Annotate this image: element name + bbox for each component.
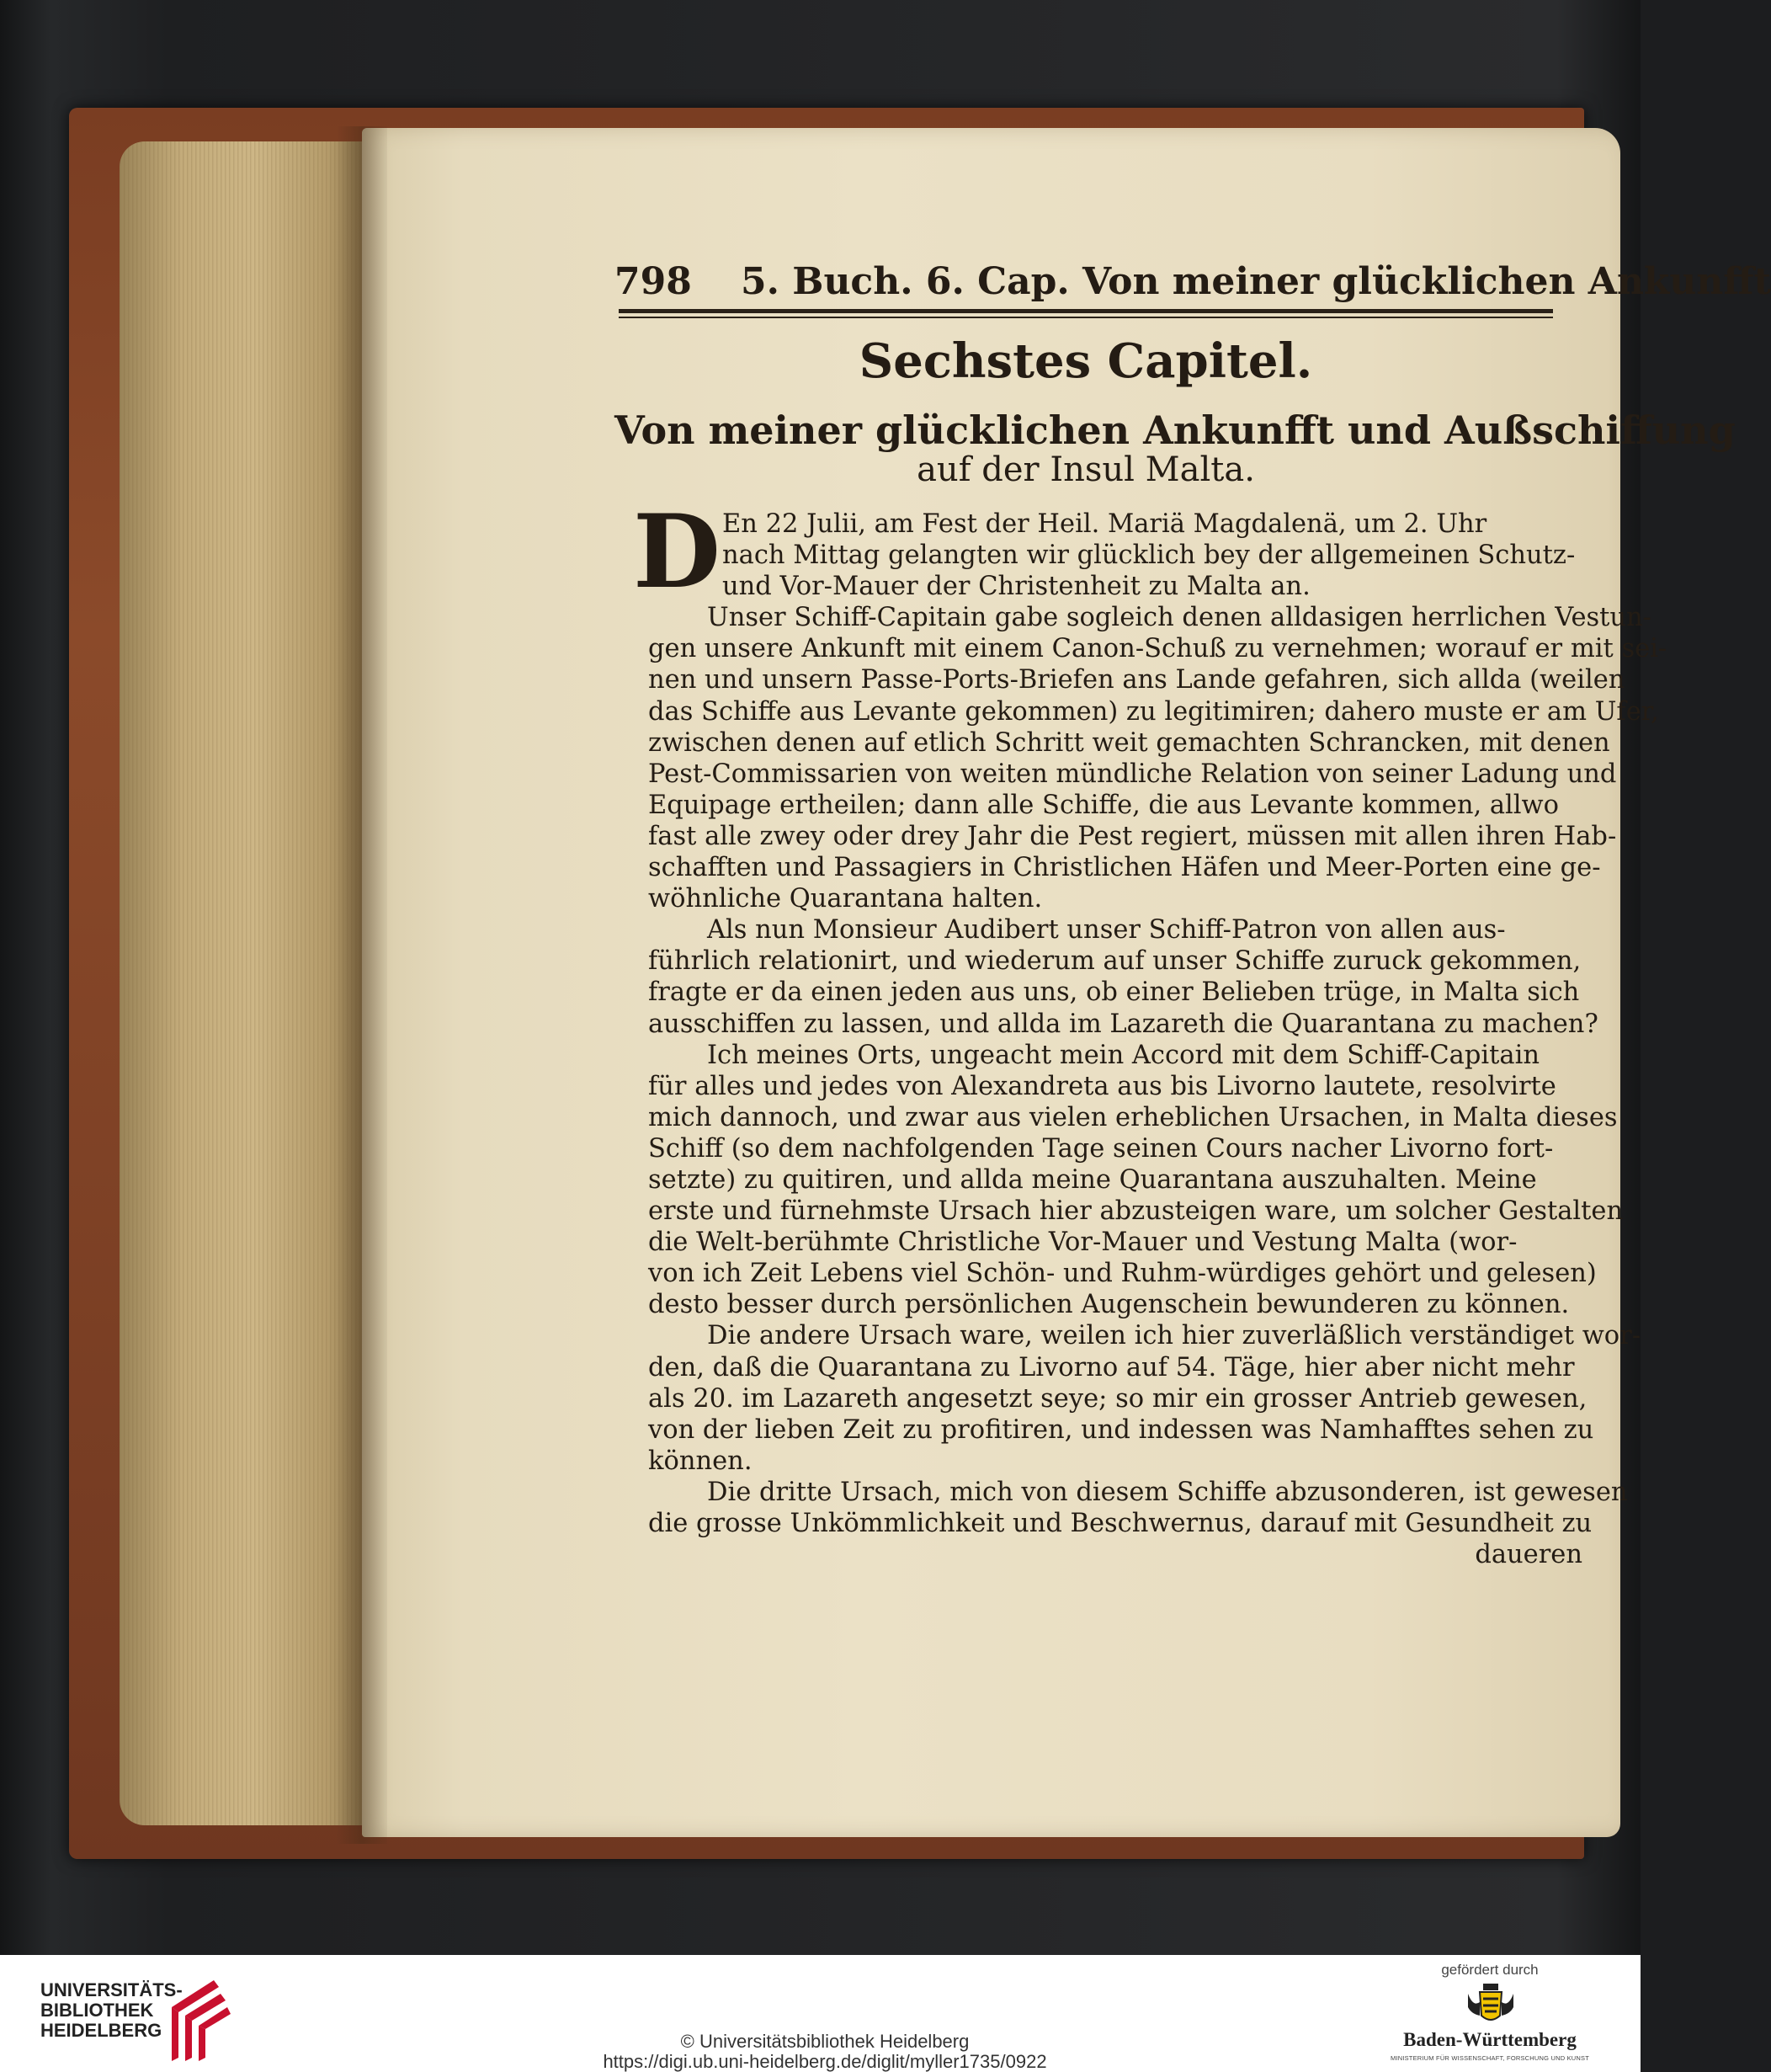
header-rule-thin — [619, 317, 1553, 318]
text-line: erste und fürnehmste Ursach hier abzusteigen ware, um solcher Gestalten — [648, 1196, 1624, 1227]
text-line: gen unsere Ankunft mit einem Canon-Schuß zu vernehmen; worauf er mit sei- — [648, 634, 1667, 664]
text-line: schafften und Passagiers in Christlichen Häfen und Meer-Porten eine ge- — [648, 853, 1601, 883]
body-text — [648, 509, 1667, 1570]
sponsor-ministry: MINISTERIUM FÜR WISSENSCHAFT, FORSCHUNG UND KUNST — [1390, 2054, 1590, 2062]
chapter-subtitle-line1: Von meiner glücklichen Ankunfft und Außschiffung — [614, 407, 1736, 453]
text-line: ausschiffen zu lassen, und allda im Lazareth die Quarantana zu machen? — [648, 1009, 1598, 1039]
sponsor-name: Baden-Württemberg — [1403, 2029, 1577, 2050]
library-logo-text — [40, 1980, 183, 2041]
text-line: nach Mittag gelangten wir glücklich bey der allgemeinen Schutz- — [722, 541, 1576, 571]
drop-cap-initial: D — [633, 493, 721, 611]
text-line: können. — [648, 1446, 753, 1476]
text-line: desto besser durch persönlichen Augenschein bewunderen zu können. — [648, 1290, 1570, 1320]
state-crest-icon — [1465, 1982, 1517, 2027]
text-line: die grosse Unkömmlichkeit und Beschwernus, darauf mit Gesundheit zu — [648, 1509, 1593, 1538]
library-name-line: BIBLIOTHEK — [40, 2000, 154, 2021]
text-line: für alles und jedes von Alexandreta aus bis Livorno lautete, resolvirte — [648, 1071, 1556, 1101]
text-line: Ich meines Orts, ungeacht mein Accord mit dem Schiff-Capitain — [707, 1040, 1540, 1070]
text-line: und Vor-Mauer der Christenheit zu Malta an. — [722, 572, 1311, 602]
chapter-title: Sechstes Capitel. — [859, 333, 1313, 389]
text-line: Als nun Monsieur Audibert unser Schiff-Patron von allen aus- — [707, 915, 1506, 945]
page-number: 798 — [614, 260, 692, 303]
sponsor-label: gefördert durch — [1441, 1962, 1539, 1978]
copyright-text: © Universitätsbibliothek Heidelberg — [680, 2031, 970, 2052]
text-line: Die dritte Ursach, mich von diesem Schiffe abzusonderen, ist gewesen — [707, 1477, 1628, 1507]
catchword: daueren — [1475, 1540, 1582, 1570]
library-name-line: UNIVERSITÄTS- — [40, 1979, 183, 2000]
text-line: Unser Schiff-Capitain gabe sogleich denen alldasigen herrlichen Vestun- — [707, 603, 1651, 633]
page-block-edge — [120, 141, 364, 1825]
text-line: Die andere Ursach ware, weilen ich hier zuverläßlich verständiget wor- — [707, 1321, 1641, 1351]
permalink-link[interactable]: https://digi.ub.uni-heidelberg.de/diglit/myller1735/0922 — [603, 2051, 1047, 2072]
viewer-footer — [0, 1955, 1641, 2072]
library-logo-icon — [165, 1973, 234, 2064]
text-line: Equipage ertheilen; dann alle Schiffe, die aus Levante kommen, allwo — [648, 790, 1560, 820]
text-line: fast alle zwey oder drey Jahr die Pest regiert, müssen mit allen ihren Hab- — [648, 821, 1617, 851]
text-line: fragte er da einen jeden aus uns, ob einer Belieben trüge, in Malta sich — [648, 977, 1580, 1008]
text-line: den, daß die Quarantana zu Livorno auf 54. Täge, hier aber nicht mehr — [648, 1352, 1575, 1382]
text-line: nen und unsern Passe-Ports-Briefen ans Lande gefahren, sich allda (weilen — [648, 665, 1625, 695]
text-line: die Welt-berühmte Christliche Vor-Mauer und Vestung Malta (wor- — [648, 1228, 1518, 1258]
running-head — [614, 253, 1771, 312]
running-head-title: 5. Buch. 6. Cap. Von meiner glücklichen Ankunfft — [741, 260, 1771, 303]
text-line: zwischen denen auf etlich Schritt weit gemachten Schrancken, mit denen — [648, 727, 1610, 758]
gutter-shadow — [337, 126, 387, 1844]
text-line: wöhnliche Quarantana halten. — [648, 884, 1043, 914]
header-rule-thick — [619, 309, 1553, 313]
text-line: führlich relationirt, und wiederum auf unser Schiffe zuruck gekommen, — [648, 946, 1582, 977]
text-line: setzte) zu quitiren, und allda meine Quarantana auszuhalten. Meine — [648, 1164, 1537, 1195]
text-line: mich dannoch, und zwar aus vielen erheblichen Ursachen, in Malta dieses — [648, 1102, 1618, 1132]
text-line: als 20. im Lazareth angesetzt seye; so mir ein grosser Antrieb gewesen, — [648, 1383, 1588, 1414]
text-line: das Schiffe aus Levante gekommen) zu legitimiren; dahero muste er am Ufer, — [648, 696, 1659, 727]
text-line: von ich Zeit Lebens viel Schön- und Ruhm-würdiges gehört und gelesen) — [648, 1259, 1597, 1289]
chapter-subtitle-line2: auf der Insul Malta. — [917, 450, 1255, 489]
text-line: En 22 Julii, am Fest der Heil. Mariä Magdalenä, um 2. Uhr — [722, 509, 1487, 539]
text-line: von der lieben Zeit zu profitiren, und indessen was Namhafftes sehen zu — [648, 1414, 1594, 1445]
text-line: Pest-Commissarien von weiten mündliche Relation von seiner Ladung und — [648, 759, 1617, 789]
library-name-line: HEIDELBERG — [40, 2020, 162, 2041]
text-line: Schiff (so dem nachfolgenden Tage seinen Cours nacher Livorno fort- — [648, 1133, 1554, 1164]
